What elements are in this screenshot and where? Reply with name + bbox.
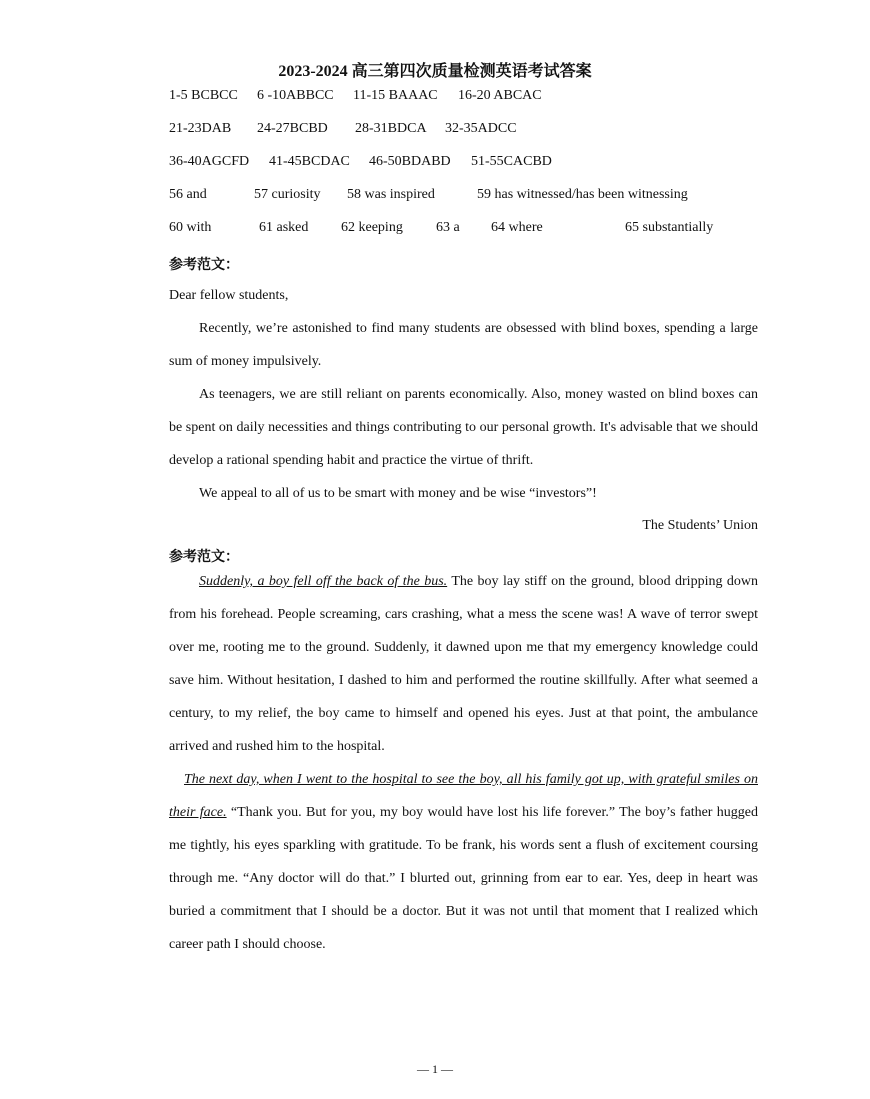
- answer-item: 16-20 ABCAC: [458, 88, 542, 103]
- essay1-salutation: Dear fellow students,: [169, 288, 289, 303]
- answer-item: 11-15 BAAAC: [353, 88, 438, 103]
- essay1-heading: 参考范文：: [169, 258, 239, 273]
- answer-row-4: [169, 187, 769, 207]
- answer-item: 62 keeping: [341, 220, 403, 235]
- answer-item: 56 and: [169, 187, 207, 202]
- answer-item: 32-35ADCC: [445, 121, 517, 136]
- essay1-paragraph-3: We appeal to all of us to be smart with money and be wise “investors”!: [199, 486, 597, 501]
- answer-item: 46-50BDABD: [369, 154, 451, 169]
- answer-row-3: [169, 154, 769, 174]
- answer-item: 1-5 BCBCC: [169, 88, 238, 103]
- essay2-p2-lead-sentence: The next day, when I went to the hospital to see the boy, all his family got up, with grateful smiles on their face.: [169, 772, 758, 820]
- answer-item: 24-27BCBD: [257, 121, 328, 136]
- answer-item: 21-23DAB: [169, 121, 232, 136]
- answer-item: 57 curiosity: [254, 187, 321, 202]
- essay2-p2-body: “Thank you. But for you, my boy would have lost his life forever.” The boy’s father hugged me tightly, his eyes sparkling with gratitude. To be frank, his words sent a flush of excitement coursing through me. “Any doctor will do that.” I blurted out, grinning from ear to ear. Yes, deep in heart was buried a commitment that I should be a doctor. But it was not until that moment that I realized which career path I should choose.: [169, 805, 758, 952]
- essay1-paragraph-1: Recently, we’re astonished to find many students are obsessed with blind boxes, spending a large sum of money impulsively.: [169, 321, 758, 369]
- answer-item: 41-45BCDAC: [269, 154, 350, 169]
- answer-item: 58 was inspired: [347, 187, 435, 202]
- answer-row-1: [169, 88, 769, 108]
- answer-item: 28-31BDCA: [355, 121, 427, 136]
- answer-item: 60 with: [169, 220, 212, 235]
- essay2-paragraph-1: [169, 565, 758, 763]
- answer-item: 63 a: [436, 220, 460, 235]
- essay2-p1-lead-sentence: Suddenly, a boy fell off the back of the bus.: [199, 574, 448, 589]
- answer-item: 61 asked: [259, 220, 309, 235]
- essay1-paragraph-2: As teenagers, we are still reliant on parents economically. Also, money wasted on blind boxes can be spent on daily necessities and things contributing to our personal growth. It's advisable that we should develop a rational spending habit and practice the virtue of thrift.: [169, 387, 758, 468]
- answer-item: 36-40AGCFD: [169, 154, 250, 169]
- answer-row-5: [169, 220, 769, 240]
- document-title: 2023-2024 高三第四次质量检测英语考试答案: [278, 63, 592, 80]
- page-number: — 1 —: [417, 1062, 453, 1076]
- essay2-paragraph-2: [169, 763, 758, 961]
- essay1-signature: The Students’ Union: [642, 518, 758, 533]
- answer-item: 64 where: [491, 220, 543, 235]
- answer-row-2: [169, 121, 769, 141]
- essay2-heading: 参考范文：: [169, 550, 239, 565]
- essay2-p1-body: The boy lay stiff on the ground, blood dripping down from his forehead. People screaming, cars crashing, what a mess the scene was! A wave of terror swept over me, rooting me to the ground. Suddenly, it dawned upon me that my emergency knowledge could save him. Without hesitation, I dashed to him and performed the routine skillfully. After what seemed a century, to my relief, the boy came to himself and opened his eyes. Just at that point, the ambulance arrived and rushed him to the hospital.: [169, 574, 758, 754]
- answer-item: 51-55CACBD: [471, 154, 552, 169]
- answer-item: 59 has witnessed/has been witnessing: [477, 187, 688, 202]
- answer-item: 6 -10ABBCC: [257, 88, 334, 103]
- answer-item: 65 substantially: [625, 220, 714, 235]
